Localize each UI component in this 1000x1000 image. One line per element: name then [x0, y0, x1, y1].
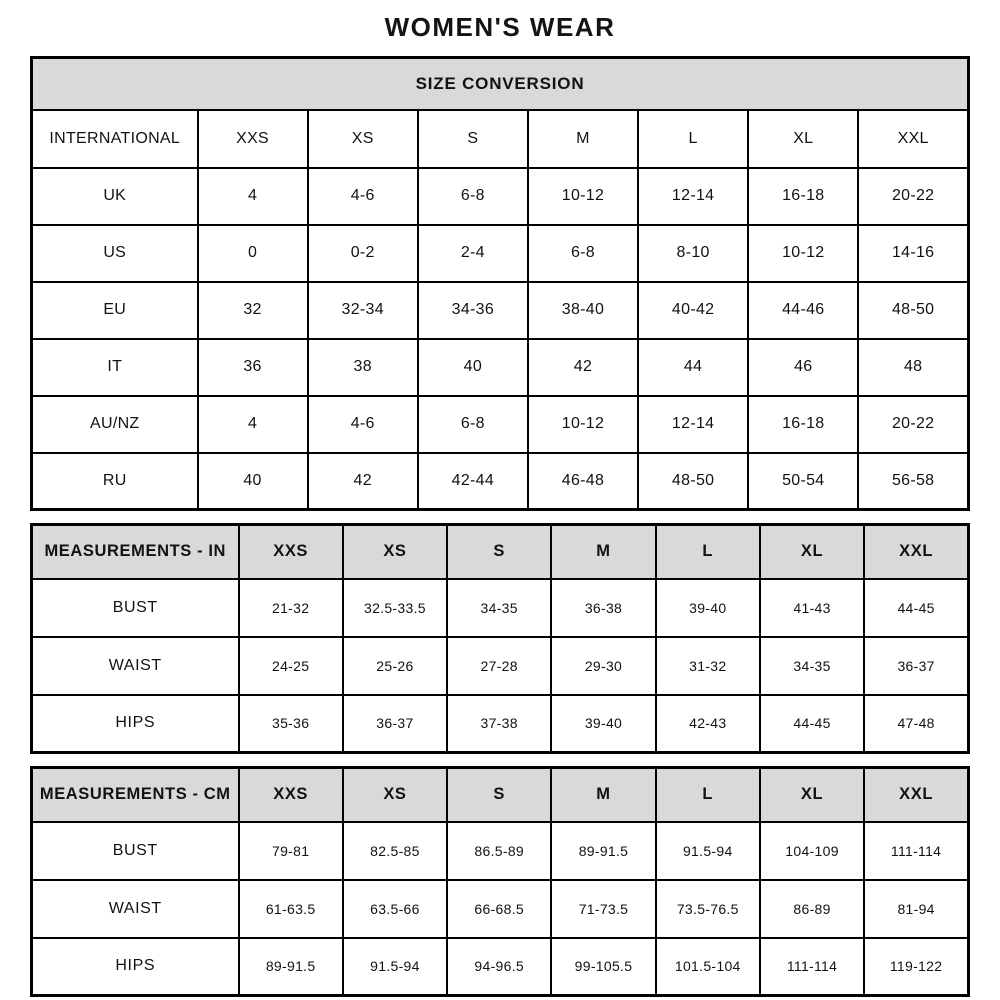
- value-cell: 56-58: [858, 453, 968, 510]
- value-cell: 63.5-66: [343, 880, 447, 938]
- value-cell: 34-35: [447, 579, 551, 637]
- value-cell: 111-114: [864, 822, 968, 880]
- value-cell: 46: [748, 339, 858, 396]
- table-row: [32, 880, 969, 938]
- row-label: RU: [32, 453, 198, 510]
- table-row: [32, 396, 969, 453]
- table-row: [32, 339, 969, 396]
- value-cell: 48: [858, 339, 968, 396]
- column-header: M: [528, 110, 638, 168]
- table-row: [32, 225, 969, 282]
- value-cell: 0-2: [308, 225, 418, 282]
- column-header: XL: [760, 768, 864, 822]
- value-cell: 66-68.5: [447, 880, 551, 938]
- column-header: M: [551, 768, 655, 822]
- value-cell: 10-12: [528, 396, 638, 453]
- row-label: US: [32, 225, 198, 282]
- value-cell: 4-6: [308, 168, 418, 225]
- column-header: XL: [760, 525, 864, 579]
- value-cell: 10-12: [528, 168, 638, 225]
- value-cell: 27-28: [447, 637, 551, 695]
- value-cell: 48-50: [638, 453, 748, 510]
- column-header: MEASUREMENTS - CM: [32, 768, 239, 822]
- column-header: XXS: [198, 110, 308, 168]
- table-row: [32, 938, 969, 996]
- value-cell: 89-91.5: [239, 938, 343, 996]
- column-header: MEASUREMENTS - IN: [32, 525, 239, 579]
- value-cell: 79-81: [239, 822, 343, 880]
- value-cell: 73.5-76.5: [656, 880, 760, 938]
- value-cell: 36-37: [343, 695, 447, 753]
- column-header: XXL: [864, 525, 968, 579]
- value-cell: 50-54: [748, 453, 858, 510]
- value-cell: 46-48: [528, 453, 638, 510]
- column-header: L: [638, 110, 748, 168]
- value-cell: 42: [528, 339, 638, 396]
- column-header: S: [447, 525, 551, 579]
- column-header: XXS: [239, 525, 343, 579]
- value-cell: 119-122: [864, 938, 968, 996]
- value-cell: 20-22: [858, 396, 968, 453]
- table-row: [32, 579, 969, 637]
- value-cell: 4: [198, 168, 308, 225]
- row-label: WAIST: [32, 880, 239, 938]
- value-cell: 48-50: [858, 282, 968, 339]
- column-header: M: [551, 525, 655, 579]
- row-label: EU: [32, 282, 198, 339]
- value-cell: 71-73.5: [551, 880, 655, 938]
- value-cell: 6-8: [418, 168, 528, 225]
- column-header: XL: [748, 110, 858, 168]
- value-cell: 29-30: [551, 637, 655, 695]
- value-cell: 32-34: [308, 282, 418, 339]
- table-caption-row: [32, 58, 969, 110]
- table-row: [32, 168, 969, 225]
- value-cell: 41-43: [760, 579, 864, 637]
- row-label: BUST: [32, 822, 239, 880]
- row-label: BUST: [32, 579, 239, 637]
- value-cell: 36-38: [551, 579, 655, 637]
- column-header: XS: [308, 110, 418, 168]
- row-label: AU/NZ: [32, 396, 198, 453]
- value-cell: 44-46: [748, 282, 858, 339]
- column-header: S: [447, 768, 551, 822]
- value-cell: 44: [638, 339, 748, 396]
- table-header-row: [32, 525, 969, 579]
- column-header: L: [656, 768, 760, 822]
- table-row: [32, 453, 969, 510]
- value-cell: 14-16: [858, 225, 968, 282]
- value-cell: 38-40: [528, 282, 638, 339]
- value-cell: 34-35: [760, 637, 864, 695]
- value-cell: 37-38: [447, 695, 551, 753]
- value-cell: 6-8: [528, 225, 638, 282]
- value-cell: 25-26: [343, 637, 447, 695]
- value-cell: 42: [308, 453, 418, 510]
- value-cell: 24-25: [239, 637, 343, 695]
- value-cell: 32.5-33.5: [343, 579, 447, 637]
- value-cell: 4-6: [308, 396, 418, 453]
- row-label: WAIST: [32, 637, 239, 695]
- value-cell: 86-89: [760, 880, 864, 938]
- column-header: XS: [343, 525, 447, 579]
- measurements-cm-table: [30, 766, 970, 997]
- value-cell: 44-45: [864, 579, 968, 637]
- value-cell: 2-4: [418, 225, 528, 282]
- column-header: XXL: [864, 768, 968, 822]
- table-header-row: [32, 110, 969, 168]
- row-label: HIPS: [32, 695, 239, 753]
- column-header: XS: [343, 768, 447, 822]
- value-cell: 89-91.5: [551, 822, 655, 880]
- value-cell: 86.5-89: [447, 822, 551, 880]
- value-cell: 47-48: [864, 695, 968, 753]
- table-header-row: [32, 768, 969, 822]
- measurements-in-table: [30, 523, 970, 754]
- row-label: IT: [32, 339, 198, 396]
- value-cell: 61-63.5: [239, 880, 343, 938]
- value-cell: 34-36: [418, 282, 528, 339]
- value-cell: 38: [308, 339, 418, 396]
- value-cell: 44-45: [760, 695, 864, 753]
- value-cell: 16-18: [748, 168, 858, 225]
- value-cell: 31-32: [656, 637, 760, 695]
- value-cell: 39-40: [551, 695, 655, 753]
- size-conversion-table: [30, 56, 970, 511]
- column-header: XXS: [239, 768, 343, 822]
- value-cell: 36-37: [864, 637, 968, 695]
- value-cell: 94-96.5: [447, 938, 551, 996]
- value-cell: 0: [198, 225, 308, 282]
- value-cell: 42-43: [656, 695, 760, 753]
- table-row: [32, 637, 969, 695]
- value-cell: 4: [198, 396, 308, 453]
- value-cell: 104-109: [760, 822, 864, 880]
- value-cell: 10-12: [748, 225, 858, 282]
- column-header: XXL: [858, 110, 968, 168]
- row-label: HIPS: [32, 938, 239, 996]
- value-cell: 91.5-94: [656, 822, 760, 880]
- value-cell: 12-14: [638, 168, 748, 225]
- value-cell: 21-32: [239, 579, 343, 637]
- value-cell: 111-114: [760, 938, 864, 996]
- value-cell: 91.5-94: [343, 938, 447, 996]
- column-header: L: [656, 525, 760, 579]
- value-cell: 42-44: [418, 453, 528, 510]
- row-label: UK: [32, 168, 198, 225]
- value-cell: 6-8: [418, 396, 528, 453]
- table-row: [32, 282, 969, 339]
- value-cell: 39-40: [656, 579, 760, 637]
- value-cell: 32: [198, 282, 308, 339]
- value-cell: 20-22: [858, 168, 968, 225]
- value-cell: 99-105.5: [551, 938, 655, 996]
- value-cell: 40-42: [638, 282, 748, 339]
- value-cell: 40: [198, 453, 308, 510]
- table-row: [32, 695, 969, 753]
- value-cell: 81-94: [864, 880, 968, 938]
- table-row: [32, 822, 969, 880]
- value-cell: 36: [198, 339, 308, 396]
- value-cell: 40: [418, 339, 528, 396]
- value-cell: 8-10: [638, 225, 748, 282]
- value-cell: 12-14: [638, 396, 748, 453]
- column-header: INTERNATIONAL: [32, 110, 198, 168]
- value-cell: 35-36: [239, 695, 343, 753]
- column-header: S: [418, 110, 528, 168]
- value-cell: 16-18: [748, 396, 858, 453]
- value-cell: 101.5-104: [656, 938, 760, 996]
- page-title: WOMEN'S WEAR: [384, 12, 616, 42]
- value-cell: 82.5-85: [343, 822, 447, 880]
- table-caption: SIZE CONVERSION: [32, 58, 969, 110]
